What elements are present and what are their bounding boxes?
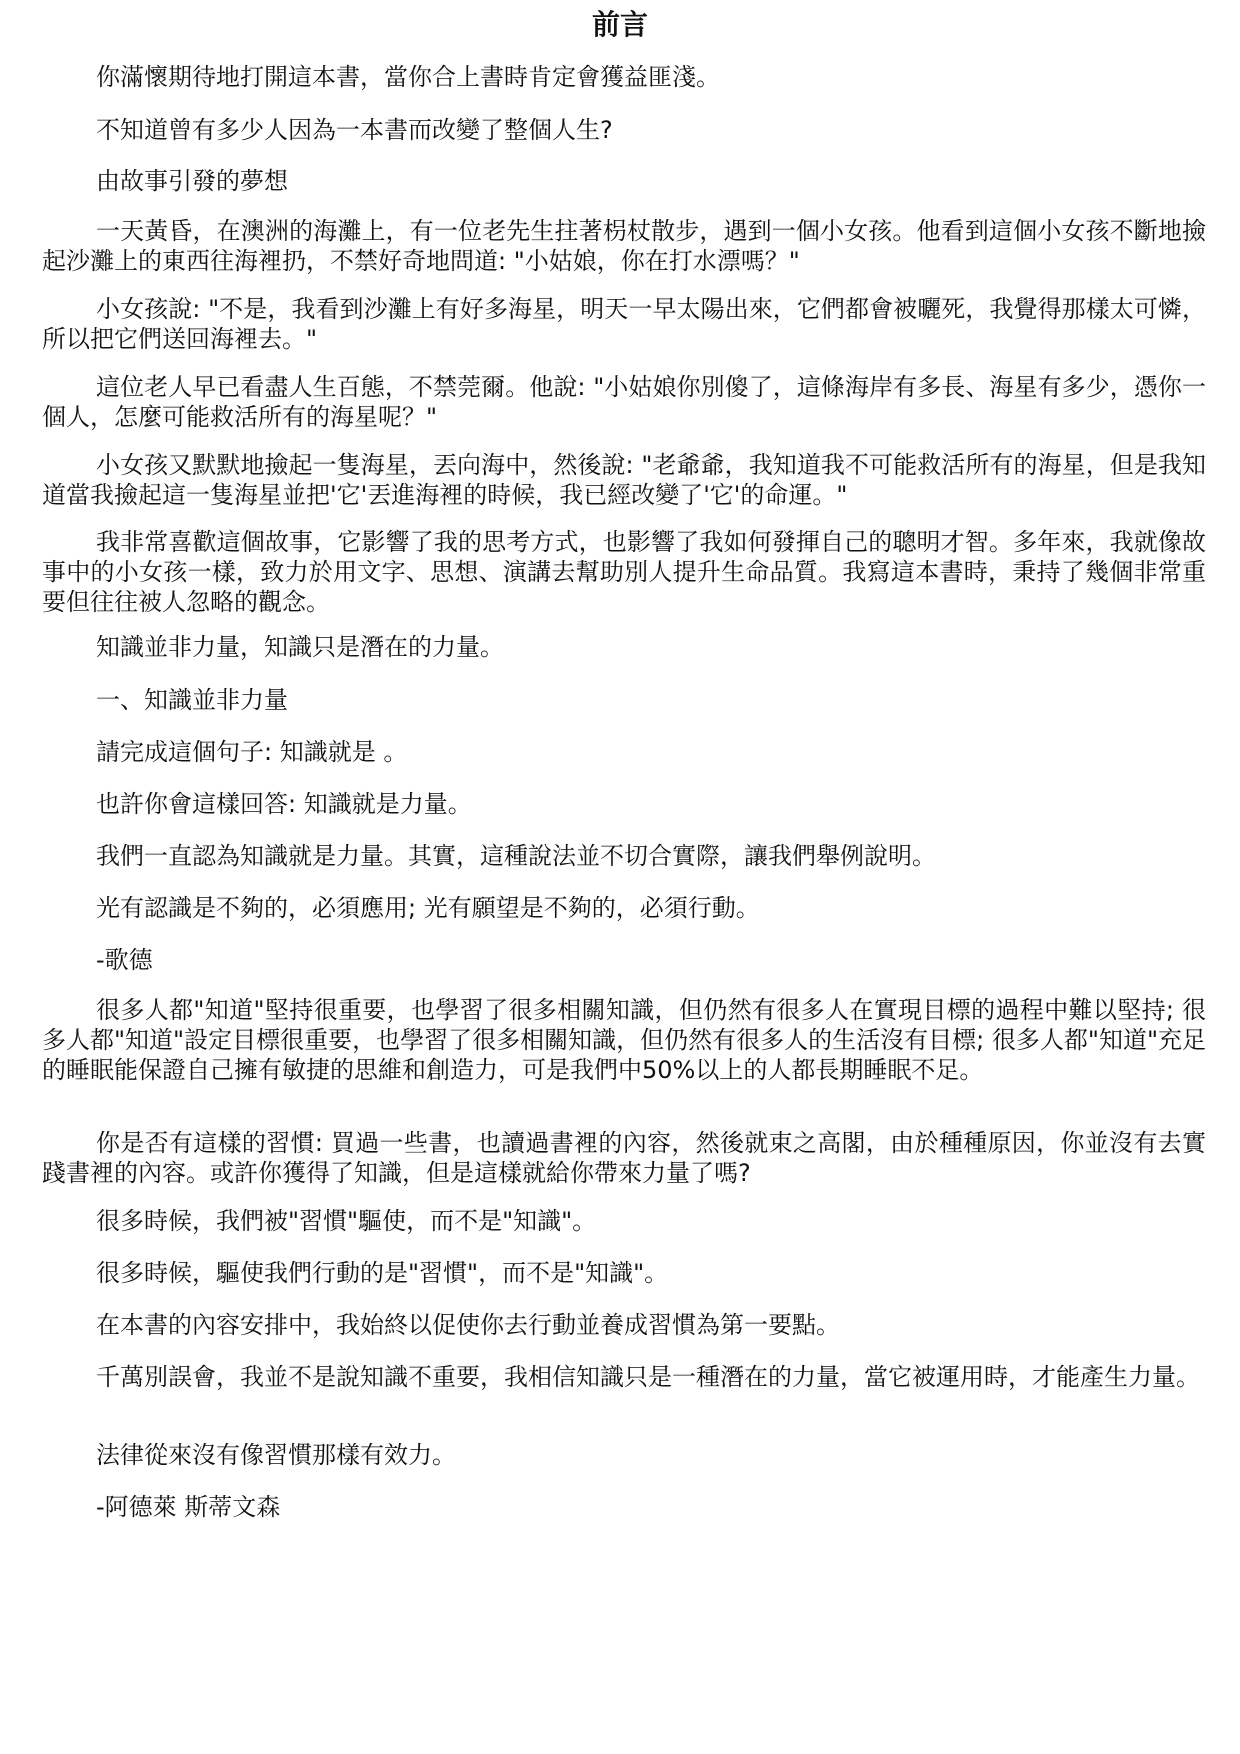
quote: 法律從來沒有像習慣那樣有效力。 bbox=[96, 1441, 456, 1469]
paragraph: 你滿懷期待地打開這本書，當你合上書時肯定會獲益匪淺。 bbox=[96, 63, 720, 91]
paragraph: 小女孩說: "不是，我看到沙灘上有好多海星，明天一早太陽出來，它們都會被曬死，我覺得那樣太可憐，所以把它們送回海裡去。" bbox=[42, 295, 1206, 353]
page-title: 前言 bbox=[591, 8, 648, 41]
paragraph: 請完成這個句子: 知識就是 。 bbox=[96, 738, 408, 766]
paragraph: 知識並非力量，知識只是潛在的力量。 bbox=[96, 633, 504, 661]
paragraph: 我們一直認為知識就是力量。其實，這種說法並不切合實際，讓我們舉例說明。 bbox=[96, 842, 936, 870]
paragraph: 很多人都"知道"堅持很重要，也學習了很多相關知識，但仍然有很多人在實現目標的過程中難以堅持; 很多人都"知道"設定目標很重要，也學習了很多相關知識，但仍然有很多人的生活沒有目標; 很多人都"知道"充足的睡眠能保證自己擁有敏捷的思維和創造力，可是我們中50%以上的人都長期睡眠不足。 bbox=[42, 996, 1206, 1084]
paragraph: 小女孩又默默地撿起一隻海星，丟向海中，然後說: "老爺爺，我知道我不可能救活所有的海星，但是我知道當我撿起這一隻海星並把'它'丟進海裡的時候，我已經改變了'它'的命運。" bbox=[42, 451, 1206, 509]
paragraph: 在本書的內容安排中，我始終以促使你去行動並養成習慣為第一要點。 bbox=[96, 1311, 840, 1339]
paragraph: 一天黃昏，在澳洲的海灘上，有一位老先生拄著枴杖散步，遇到一個小女孩。他看到這個小女孩不斷地撿起沙灘上的東西往海裡扔，不禁好奇地問道: "小姑娘，你在打水漂嗎？" bbox=[42, 217, 1206, 275]
paragraph: 很多時候，驅使我們行動的是"習慣"，而不是"知識"。 bbox=[96, 1259, 669, 1287]
quote-attribution: -歌德 bbox=[96, 946, 153, 974]
paragraph: 這位老人早已看盡人生百態，不禁莞爾。他說: "小姑娘你別傻了，這條海岸有多長、海星有多少，憑你一個人，怎麼可能救活所有的海星呢？" bbox=[42, 373, 1206, 431]
paragraph: 你是否有這樣的習慣: 買過一些書，也讀過書裡的內容，然後就束之高閣，由於種種原因，你並沒有去實踐書裡的內容。或許你獲得了知識，但是這樣就給你帶來力量了嗎? bbox=[42, 1129, 1206, 1187]
paragraph: 不知道曾有多少人因為一本書而改變了整個人生? bbox=[96, 116, 613, 144]
quote-attribution: -阿德萊 斯蒂文森 bbox=[96, 1493, 281, 1521]
paragraph: 很多時候，我們被"習慣"驅使，而不是"知識"。 bbox=[96, 1207, 597, 1235]
quote: 光有認識是不夠的，必須應用; 光有願望是不夠的，必須行動。 bbox=[96, 894, 760, 922]
paragraph: 千萬別誤會，我並不是說知識不重要，我相信知識只是一種潛在的力量，當它被運用時，才能產生力量。 bbox=[96, 1363, 1200, 1391]
section-heading: 由故事引發的夢想 bbox=[96, 167, 288, 195]
section-heading: 一、知識並非力量 bbox=[96, 686, 288, 714]
paragraph: 也許你會這樣回答: 知識就是力量。 bbox=[96, 790, 472, 818]
paragraph: 我非常喜歡這個故事，它影響了我的思考方式，也影響了我如何發揮自己的聰明才智。多年來，我就像故事中的小女孩一樣，致力於用文字、思想、演講去幫助別人提升生命品質。我寫這本書時，秉持了幾個非常重要但往往被人忽略的觀念。 bbox=[42, 528, 1206, 616]
